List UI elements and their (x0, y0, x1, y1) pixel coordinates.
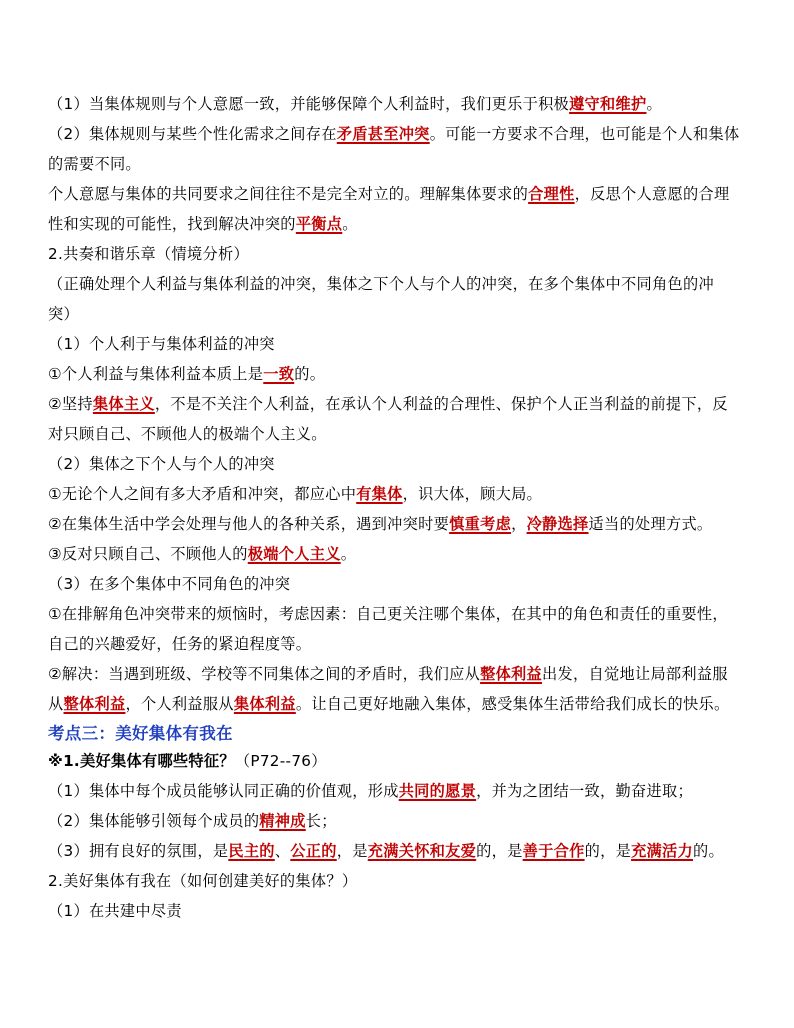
text-line (48, 694, 748, 714)
text-segment: 。 (646, 95, 662, 113)
text-segment: （2）集体之下个人与个人的冲突 (48, 455, 275, 473)
keyword-highlight: 整体利益 (63, 695, 126, 713)
text-line (48, 544, 748, 564)
text-segment: 考点三：美好集体有我在 (48, 724, 233, 743)
text-line (48, 334, 748, 354)
text-segment: 2.美好集体有我在（如何创建美好的集体？） (48, 872, 358, 890)
keyword-highlight: 民主的 (228, 842, 275, 860)
keyword-highlight: 平衡点 (295, 215, 343, 233)
text-segment: （P72--76） (234, 752, 327, 770)
text-segment: 的。 (294, 365, 326, 383)
text-segment: 。 (342, 215, 358, 233)
text-segment: 性和实现的可能性，找到解决冲突的 (48, 215, 296, 233)
text-line (48, 901, 748, 921)
text-segment: （2）集体规则与某些个性化需求之间存在 (48, 125, 337, 143)
text-line (48, 781, 748, 801)
keyword-highlight: 公正的 (290, 842, 337, 860)
text-segment: ※1.美好集体有哪些特征？ (48, 752, 235, 770)
text-line (48, 634, 748, 654)
text-segment: 2.共奏和谐乐章（情境分析） (48, 245, 249, 263)
text-segment: （3）在多个集体中不同角色的冲突 (48, 575, 291, 593)
text-segment: （正确处理个人利益与集体利益的冲突，集体之下个人与个人的冲突，在多个集体中不同角色的冲 (48, 275, 714, 293)
keyword-highlight: 善于合作 (522, 842, 585, 860)
text-segment: ①无论个人之间有多大矛盾和冲突，都应心中 (48, 485, 357, 503)
text-line (48, 364, 748, 384)
keyword-highlight: 一致 (263, 365, 295, 383)
text-segment: ，识大体，顾大局。 (402, 485, 543, 503)
keyword-highlight: 共同的愿景 (398, 782, 477, 800)
keyword-highlight: 慎重考虑 (449, 515, 512, 533)
keyword-highlight: 矛盾甚至冲突 (336, 125, 430, 143)
text-segment: （1）在共建中尽责 (48, 902, 182, 920)
text-segment: （3）拥有良好的氛围，是 (48, 842, 229, 860)
text-segment: （2）集体能够引领每个成员的 (48, 812, 260, 830)
text-line (48, 424, 748, 444)
text-line (48, 244, 748, 264)
text-segment: ③反对只顾自己、不顾他人的 (48, 545, 248, 563)
text-segment: 的需要不同。 (48, 155, 141, 173)
keyword-highlight: 极端个人主义 (247, 545, 341, 563)
text-line (48, 664, 748, 684)
text-line (48, 124, 748, 144)
text-line (48, 841, 748, 861)
text-segment: ，并为之团结一致，勤奋进取； (476, 782, 693, 800)
text-segment: 从 (48, 695, 64, 713)
text-segment: 适当的处理方式。 (588, 515, 713, 533)
text-segment: 个人意愿与集体的共同要求之间往往不是完全对立的。理解集体要求的 (48, 185, 529, 203)
text-line (48, 94, 748, 114)
text-line (48, 811, 748, 831)
text-segment: 的。 (693, 842, 724, 860)
text-segment: 的，是 (584, 842, 632, 860)
text-segment: 、 (274, 842, 291, 860)
text-line (48, 871, 748, 891)
text-segment: ②坚持 (48, 395, 93, 413)
text-segment: 突） (48, 305, 79, 323)
text-segment: ， (511, 515, 527, 533)
text-segment: ①个人利益与集体利益本质上是 (48, 365, 264, 383)
text-segment: （1）集体中每个成员能够认同正确的价值观，形成 (48, 782, 399, 800)
text-line (48, 184, 748, 204)
text-line (48, 274, 748, 294)
text-segment: 。让自己更好地融入集体，感受集体生活带给我们成长的快乐。 (295, 695, 730, 713)
text-segment: （1）个人利于与集体利益的冲突 (48, 335, 275, 353)
keyword-highlight: 合理性 (528, 185, 575, 203)
text-segment: 自己的兴趣爱好，任务的紧迫程度等。 (48, 635, 312, 653)
keyword-highlight: 充满关怀和友爱 (367, 842, 477, 860)
text-line (48, 154, 748, 174)
text-segment: ①在排解角色冲突带来的烦恼时，考虑因素：自己更关注哪个集体，在其中的角色和责任的重要性， (48, 605, 728, 623)
keyword-highlight: 精神成 (259, 812, 306, 830)
keyword-highlight: 集体利益 (233, 695, 296, 713)
text-segment: 长； (305, 812, 337, 830)
text-segment: ②解决：当遇到班级、学校等不同集体之间的矛盾时，我们应从 (48, 665, 481, 683)
text-line (48, 574, 748, 594)
text-segment: ，个人利益服从 (125, 695, 234, 713)
text-segment: 。可能一方要求不合理，也可能是个人和集体 (429, 125, 740, 143)
section-heading (48, 724, 748, 744)
text-segment: ②在集体生活中学会处理与他人的各种关系，遇到冲突时要 (48, 515, 450, 533)
text-segment: ，是 (336, 842, 368, 860)
keyword-highlight: 冷静选择 (526, 515, 589, 533)
text-segment: ，不是不关注个人利益，在承认个人利益的合理性、保护个人正当利益的前提下，反 (154, 395, 728, 413)
text-segment: 对只顾自己、不顾他人的极端个人主义。 (48, 425, 327, 443)
text-line (48, 514, 748, 534)
keyword-highlight: 有集体 (356, 485, 403, 503)
keyword-highlight: 充满活力 (631, 842, 694, 860)
keyword-highlight: 整体利益 (480, 665, 543, 683)
text-segment: 出发，自觉地让局部利益服 (542, 665, 728, 683)
text-line (48, 214, 748, 234)
keyword-highlight: 遵守和维护 (569, 95, 647, 113)
keyword-highlight: 集体主义 (92, 395, 155, 413)
text-line (48, 454, 748, 474)
text-segment: 。 (340, 545, 357, 563)
text-line (48, 751, 748, 771)
text-line (48, 394, 748, 414)
text-line (48, 304, 748, 324)
text-segment: 的，是 (476, 842, 523, 860)
text-line (48, 484, 748, 504)
text-line (48, 604, 748, 624)
text-segment: （1）当集体规则与个人意愿一致，并能够保障个人利益时，我们更乐于积极 (48, 95, 570, 113)
text-segment: ，反思个人意愿的合理 (574, 185, 730, 203)
